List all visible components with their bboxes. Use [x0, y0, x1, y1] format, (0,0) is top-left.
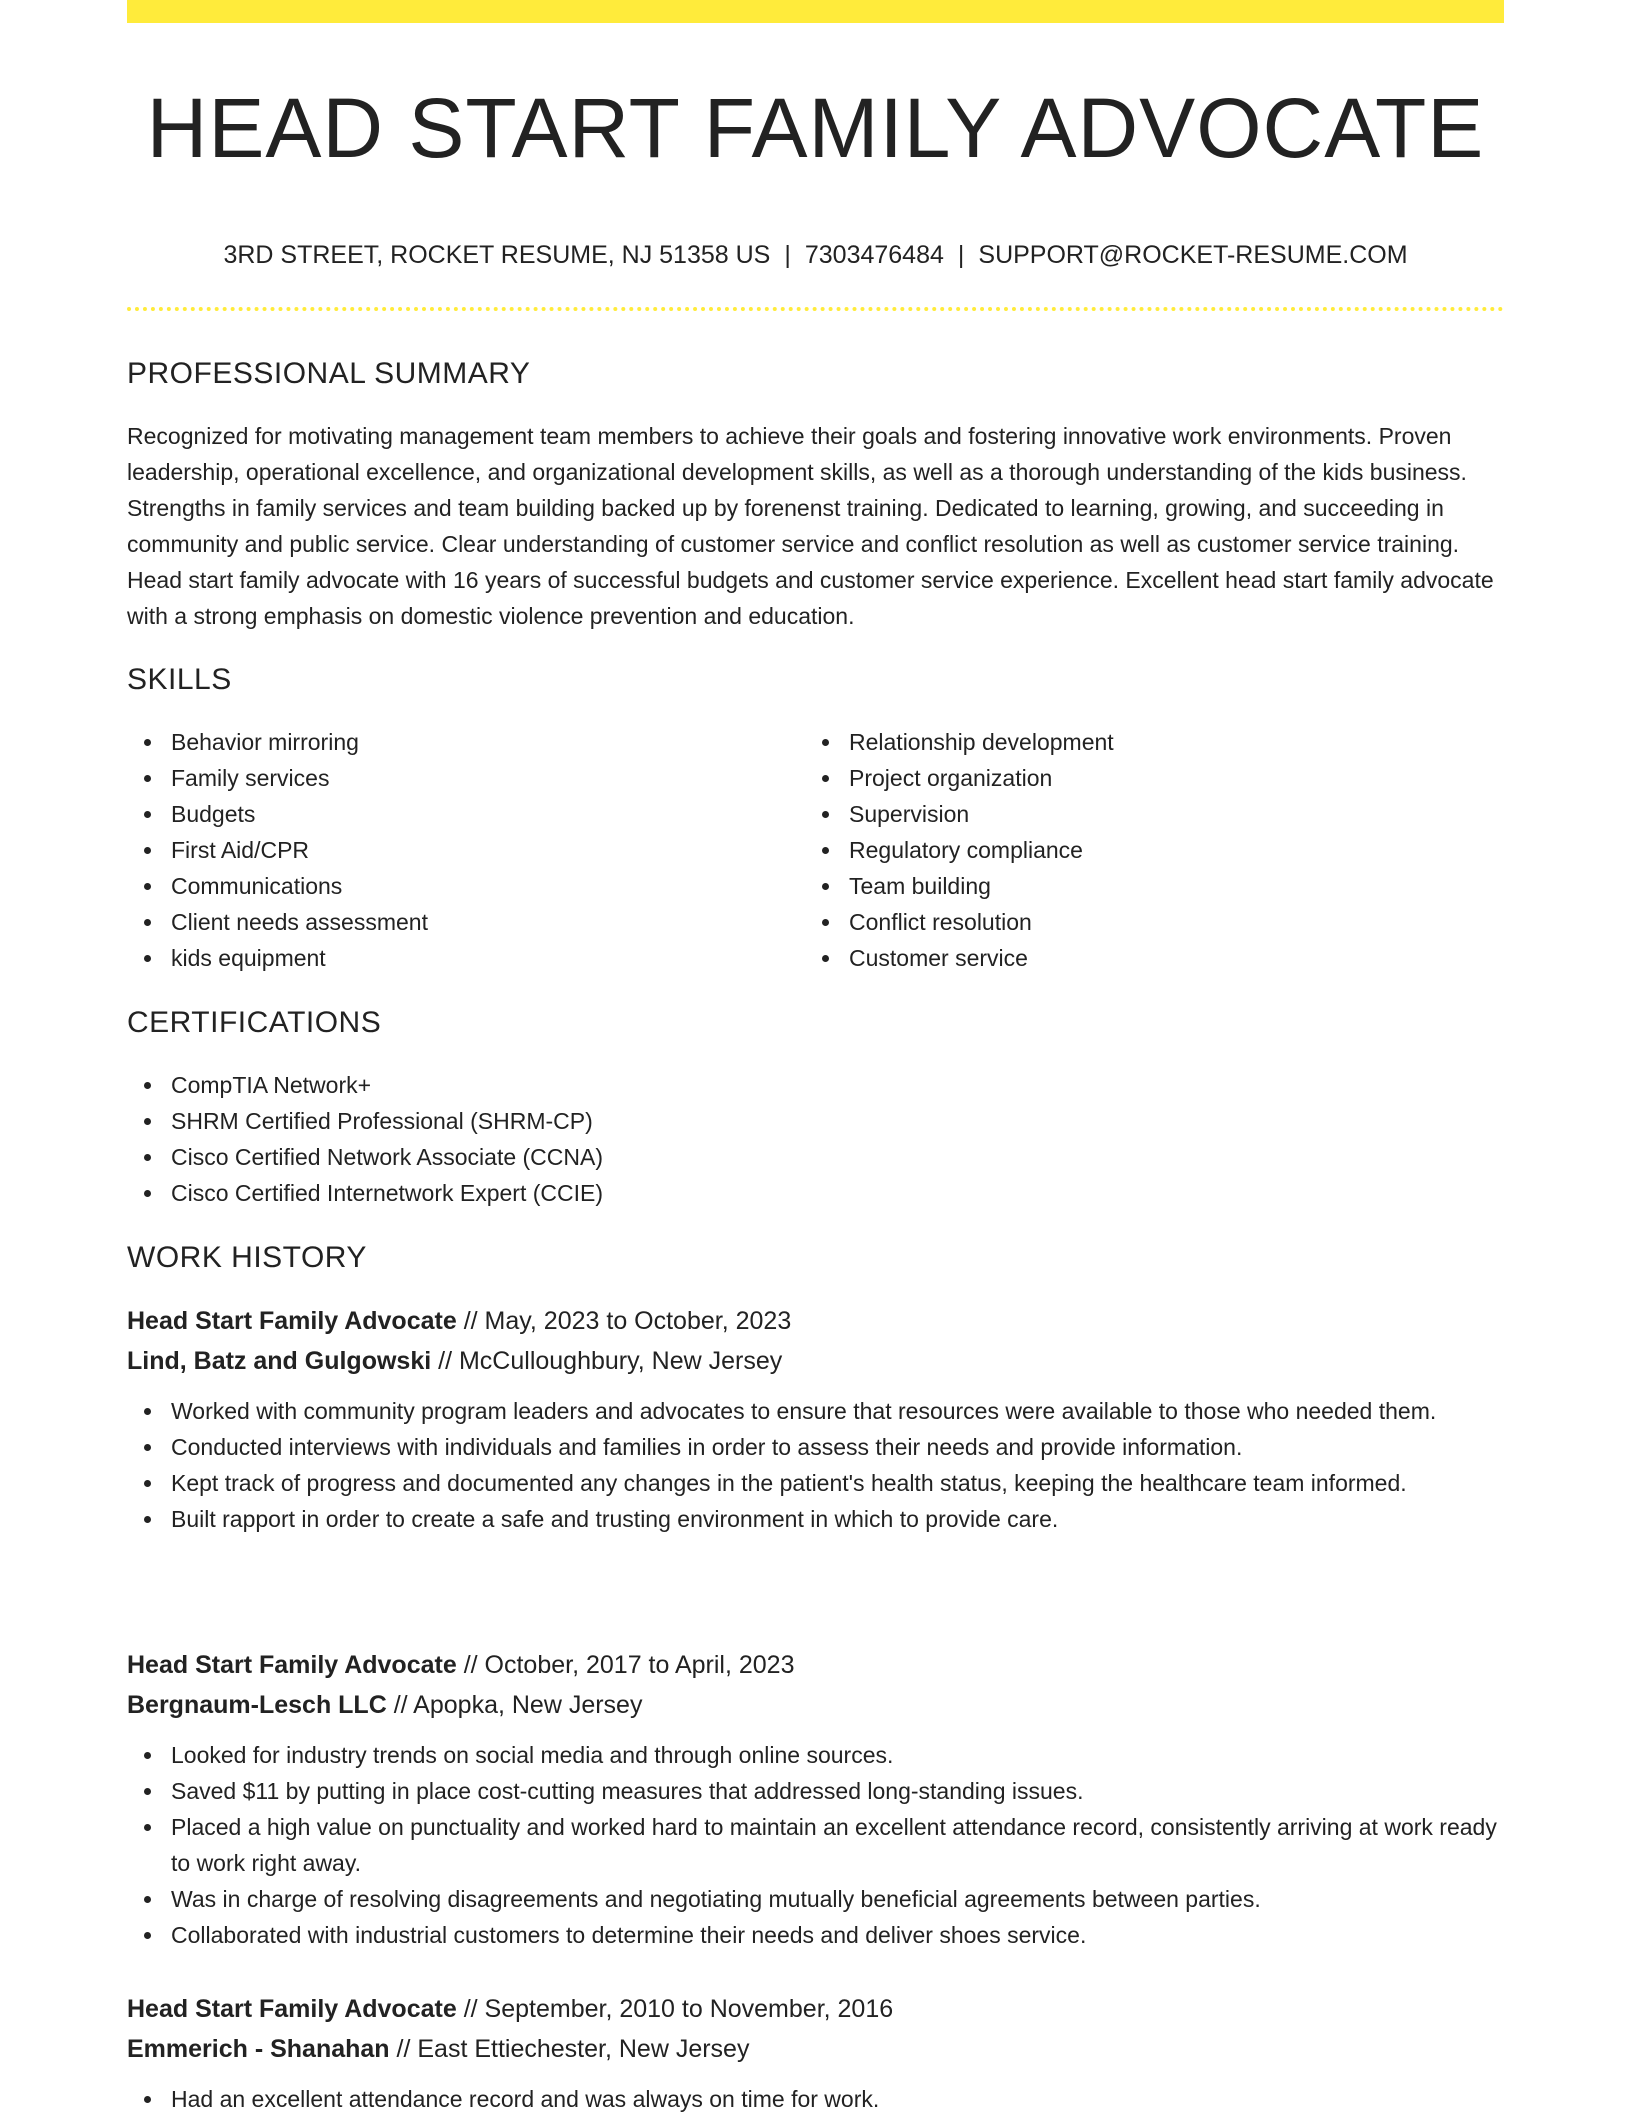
- skills-list-right: [805, 724, 1485, 976]
- job-title: Head Start Family Advocate: [127, 1307, 457, 1335]
- certifications-heading: CERTIFICATIONS: [127, 1006, 382, 1039]
- skill-item: kids equipment: [127, 940, 807, 976]
- job-company: Emmerich - Shanahan: [127, 2035, 390, 2063]
- job-dates: // May, 2023 to October, 2023: [463, 1307, 792, 1335]
- separator: |: [784, 241, 791, 269]
- job-dates: // September, 2010 to November, 2016: [463, 1995, 894, 2023]
- work-history-heading: WORK HISTORY: [127, 1241, 367, 1274]
- job-title: Head Start Family Advocate: [127, 1651, 457, 1679]
- job-entry: [127, 1301, 1504, 1537]
- job-bullet: Looked for industry trends on social media and through online sources.: [127, 1737, 1504, 1773]
- job-bullet: Saved $11 by putting in place cost-cutting measures that addressed long-standing issues.: [127, 1773, 1504, 1809]
- skill-item: Regulatory compliance: [805, 832, 1485, 868]
- job-bullet: Had an excellent attendance record and was always on time for work.: [127, 2081, 1504, 2117]
- job-bullet: Kept track of progress and documented any changes in the patient's health status, keeping the healthcare team informed.: [127, 1465, 1504, 1501]
- job-title-line: [127, 1645, 1504, 1685]
- job-bullet: Was in charge of resolving disagreements and negotiating mutually beneficial agreements between parties.: [127, 1881, 1504, 1917]
- skill-item: Supervision: [805, 796, 1485, 832]
- job-location: // McCulloughbury, New Jersey: [438, 1347, 783, 1375]
- skill-item: Project organization: [805, 760, 1485, 796]
- accent-bar: [127, 0, 1504, 23]
- job-company: Bergnaum-Lesch LLC: [127, 1691, 387, 1719]
- job-bullets: [127, 1737, 1504, 1953]
- certification-item: CompTIA Network+: [127, 1067, 1504, 1103]
- dotted-divider: [127, 307, 1504, 311]
- skill-item: Family services: [127, 760, 807, 796]
- job-bullet: Collaborated with industrial customers to determine their needs and deliver shoes service.: [127, 1917, 1504, 1953]
- contact-line: [127, 234, 1504, 276]
- job-bullet: Worked with community program leaders and advocates to ensure that resources were available to those who needed them.: [127, 1393, 1504, 1429]
- summary-heading: PROFESSIONAL SUMMARY: [127, 357, 531, 390]
- skill-item: Customer service: [805, 940, 1485, 976]
- job-location: // East Ettiechester, New Jersey: [396, 2035, 750, 2063]
- skill-item: Team building: [805, 868, 1485, 904]
- job-company-line: [127, 2029, 1504, 2069]
- certification-item: Cisco Certified Network Associate (CCNA): [127, 1139, 1504, 1175]
- job-company: Lind, Batz and Gulgowski: [127, 1347, 432, 1375]
- job-title-line: [127, 1301, 1504, 1341]
- skill-item: Communications: [127, 868, 807, 904]
- summary-text: Recognized for motivating management team members to achieve their goals and fostering innovative work environments. Proven leadership, operational excellence, and organizational development skills, as well as a thorough understanding of the kids business. Strengths in family services and team building backed up by forenenst training. Dedicated to learning, growing, and succeeding in community and public service. Clear understanding of customer service and conflict resolution as well as customer service training. Head start family advocate with 16 years of successful budgets and customer service experience. Excellent head start family advocate with a strong emphasis on domestic violence prevention and education.: [127, 423, 1494, 629]
- separator: |: [957, 241, 965, 269]
- skill-item: First Aid/CPR: [127, 832, 807, 868]
- skill-item: Client needs assessment: [127, 904, 807, 940]
- certification-item: SHRM Certified Professional (SHRM-CP): [127, 1103, 1504, 1139]
- job-bullet: Placed a high value on punctuality and worked hard to maintain an excellent attendance record, consistently arriving at work ready to work right away.: [127, 1809, 1504, 1881]
- job-entry: [127, 1645, 1504, 1953]
- job-entry: [127, 1989, 1504, 2117]
- job-bullet: Conducted interviews with individuals and families in order to assess their needs and provide information.: [127, 1429, 1504, 1465]
- job-title-line: [127, 1989, 1504, 2029]
- skill-item: Budgets: [127, 796, 807, 832]
- job-title: Head Start Family Advocate: [127, 1995, 457, 2023]
- address: 3RD STREET, ROCKET RESUME, NJ 51358 US: [223, 241, 771, 269]
- skill-item: Relationship development: [805, 724, 1485, 760]
- job-company-line: [127, 1341, 1504, 1381]
- skill-item: Behavior mirroring: [127, 724, 807, 760]
- job-company-line: [127, 1685, 1504, 1725]
- certification-item: Cisco Certified Internetwork Expert (CCIE): [127, 1175, 1504, 1211]
- skills-heading: SKILLS: [127, 663, 232, 696]
- job-location: // Apopka, New Jersey: [393, 1691, 643, 1719]
- job-bullets: [127, 1393, 1504, 1537]
- candidate-name: HEAD START FAMILY ADVOCATE: [146, 81, 1485, 175]
- skills-list-left: [127, 724, 807, 976]
- job-dates: // October, 2017 to April, 2023: [463, 1651, 795, 1679]
- certifications-list: [127, 1067, 1504, 1211]
- skill-item: Conflict resolution: [805, 904, 1485, 940]
- job-bullet: Built rapport in order to create a safe and trusting environment in which to provide care.: [127, 1501, 1504, 1537]
- phone: 7303476484: [804, 241, 944, 269]
- email: SUPPORT@ROCKET-RESUME.COM: [978, 241, 1408, 269]
